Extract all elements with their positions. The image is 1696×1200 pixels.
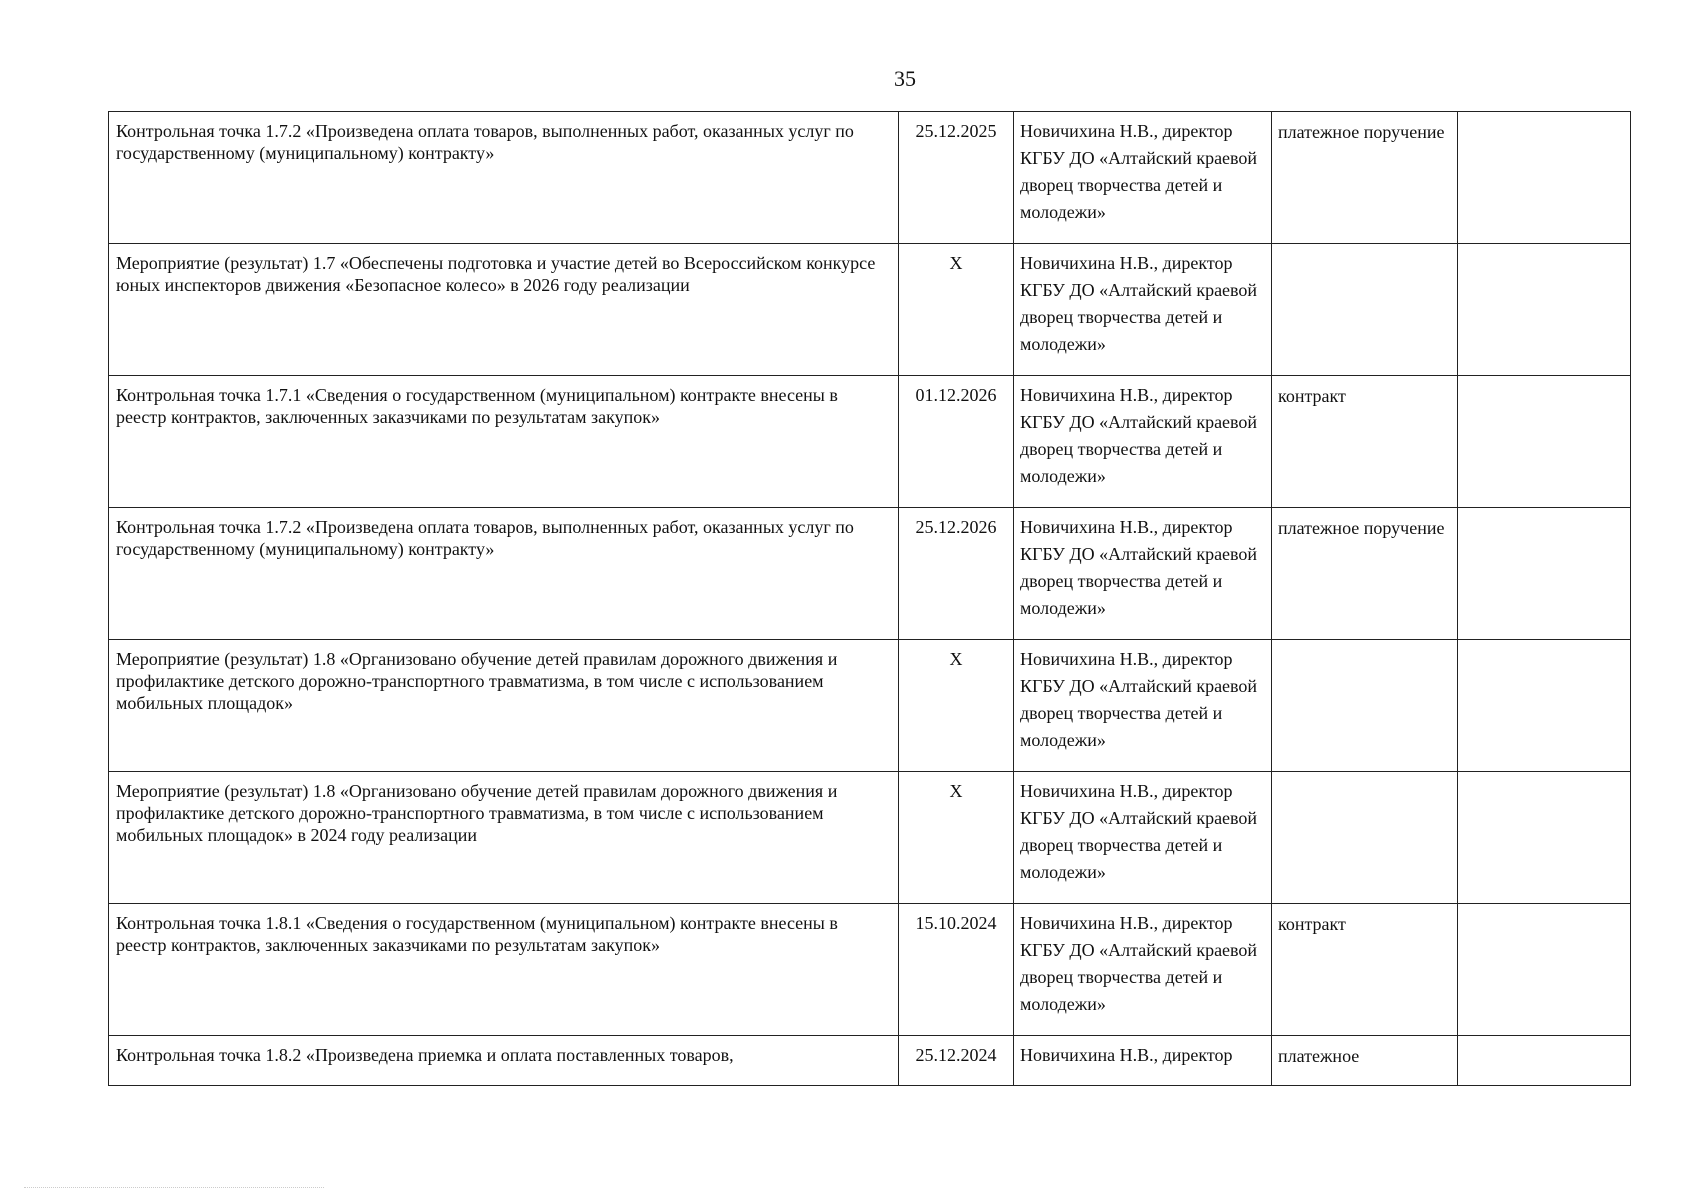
scan-artifact bbox=[24, 1187, 324, 1190]
empty-cell bbox=[1458, 1036, 1631, 1086]
empty-cell bbox=[1458, 640, 1631, 772]
description-cell: Мероприятие (результат) 1.8 «Организовано обучение детей правилам дорожного движения и профилактике детского дорожно-транспортного травматизма, в том числе с использованием мобильных площадок» в 2024 году реализации bbox=[109, 772, 899, 904]
description-cell: Мероприятие (результат) 1.7 «Обеспечены подготовка и участие детей во Всероссийском конкурсе юных инспекторов движения «Безопасное колесо» в 2026 году реализации bbox=[109, 244, 899, 376]
document-cell: платежное поручение bbox=[1272, 508, 1458, 640]
empty-cell bbox=[1458, 112, 1631, 244]
document-cell: платежное поручение bbox=[1272, 112, 1458, 244]
date-cell: X bbox=[899, 244, 1014, 376]
date-cell: 25.12.2026 bbox=[899, 508, 1014, 640]
document-cell: контракт bbox=[1272, 904, 1458, 1036]
document-cell bbox=[1272, 244, 1458, 376]
table-row bbox=[109, 772, 1631, 904]
description-cell: Контрольная точка 1.7.2 «Произведена оплата товаров, выполненных работ, оказанных услуг по государственному (муниципальному) контракту» bbox=[109, 112, 899, 244]
table-row bbox=[109, 904, 1631, 1036]
empty-cell bbox=[1458, 376, 1631, 508]
table-row bbox=[109, 112, 1631, 244]
date-cell: 15.10.2024 bbox=[899, 904, 1014, 1036]
table-row bbox=[109, 1036, 1631, 1086]
responsible-cell: Новичихина Н.В., директор КГБУ ДО «Алтайский краевой дворец творчества детей и молодежи» bbox=[1014, 244, 1272, 376]
document-cell: платежное bbox=[1272, 1036, 1458, 1086]
responsible-cell: Новичихина Н.В., директор КГБУ ДО «Алтайский краевой дворец творчества детей и молодежи» bbox=[1014, 376, 1272, 508]
document-cell bbox=[1272, 640, 1458, 772]
date-cell: 01.12.2026 bbox=[899, 376, 1014, 508]
table-row bbox=[109, 376, 1631, 508]
table-row bbox=[109, 640, 1631, 772]
description-cell: Контрольная точка 1.8.1 «Сведения о государственном (муниципальном) контракте внесены в реестр контрактов, заключенных заказчиками по результатам закупок» bbox=[109, 904, 899, 1036]
responsible-cell: Новичихина Н.В., директор КГБУ ДО «Алтайский краевой дворец творчества детей и молодежи» bbox=[1014, 904, 1272, 1036]
date-cell: 25.12.2024 bbox=[899, 1036, 1014, 1086]
empty-cell bbox=[1458, 244, 1631, 376]
document-cell bbox=[1272, 772, 1458, 904]
empty-cell bbox=[1458, 508, 1631, 640]
plan-table bbox=[108, 111, 1631, 1086]
responsible-cell: Новичихина Н.В., директор КГБУ ДО «Алтайский краевой дворец творчества детей и молодежи» bbox=[1014, 772, 1272, 904]
table-row bbox=[109, 508, 1631, 640]
description-cell: Контрольная точка 1.7.1 «Сведения о государственном (муниципальном) контракте внесены в реестр контрактов, заключенных заказчиками по результатам закупок» bbox=[109, 376, 899, 508]
description-cell: Контрольная точка 1.7.2 «Произведена оплата товаров, выполненных работ, оказанных услуг по государственному (муниципальному) контракту» bbox=[109, 508, 899, 640]
responsible-cell: Новичихина Н.В., директор bbox=[1014, 1036, 1272, 1086]
responsible-cell: Новичихина Н.В., директор КГБУ ДО «Алтайский краевой дворец творчества детей и молодежи» bbox=[1014, 112, 1272, 244]
date-cell: 25.12.2025 bbox=[899, 112, 1014, 244]
document-cell: контракт bbox=[1272, 376, 1458, 508]
responsible-cell: Новичихина Н.В., директор КГБУ ДО «Алтайский краевой дворец творчества детей и молодежи» bbox=[1014, 508, 1272, 640]
empty-cell bbox=[1458, 904, 1631, 1036]
table-row bbox=[109, 244, 1631, 376]
date-cell: X bbox=[899, 772, 1014, 904]
empty-cell bbox=[1458, 772, 1631, 904]
description-cell: Контрольная точка 1.8.2 «Произведена приемка и оплата поставленных товаров, bbox=[109, 1036, 899, 1086]
page-number: 35 bbox=[894, 66, 916, 91]
description-cell: Мероприятие (результат) 1.8 «Организовано обучение детей правилам дорожного движения и профилактике детского дорожно-транспортного травматизма, в том числе с использованием мобильных площадок» bbox=[109, 640, 899, 772]
date-cell: X bbox=[899, 640, 1014, 772]
responsible-cell: Новичихина Н.В., директор КГБУ ДО «Алтайский краевой дворец творчества детей и молодежи» bbox=[1014, 640, 1272, 772]
